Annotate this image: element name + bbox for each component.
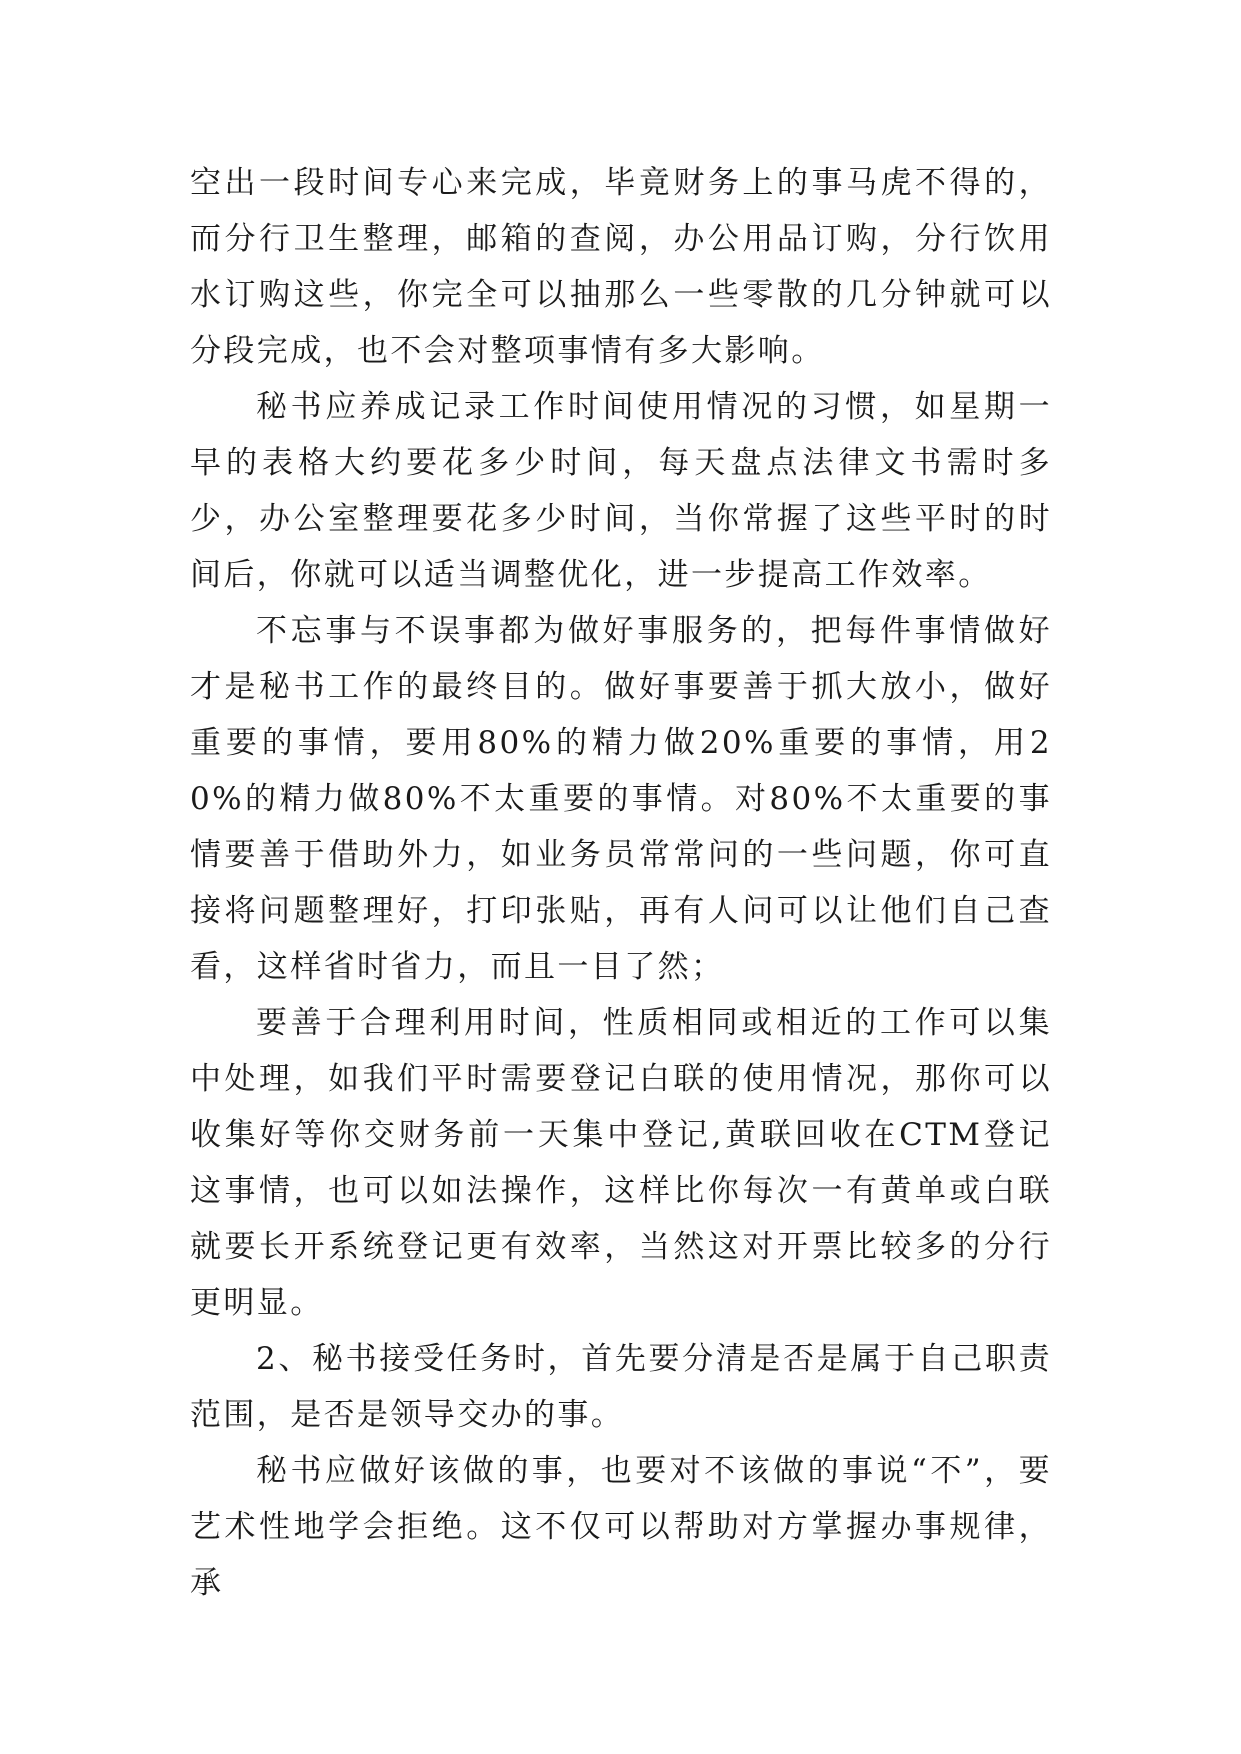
paragraph-4: 要善于合理利用时间，性质相同或相近的工作可以集中处理，如我们平时需要登记白联的使用情况，那你可以收集好等你交财务前一天集中登记,黄联回收在CTM登记这事情，也可以如法操作，这样比你每次一有黄单或白联就要长开系统登记更有效率，当然这对开票比较多的分行更明显。 xyxy=(190,1005,1052,1321)
paragraph-5: 2、秘书接受任务时，首先要分清是否是属于自己职责范围，是否是领导交办的事。 xyxy=(190,1341,1052,1433)
paragraph-2: 秘书应养成记录工作时间使用情况的习惯，如星期一早的表格大约要花多少时间，每天盘点法律文书需时多少，办公室整理要花多少时间，当你常握了这些平时的时间后，你就可以适当调整优化，进一步提高工作效率。 xyxy=(190,389,1052,593)
document-body xyxy=(190,155,1052,1611)
paragraph-3: 不忘事与不误事都为做好事服务的，把每件事情做好才是秘书工作的最终目的。做好事要善于抓大放小，做好重要的事情，要用80%的精力做20%重要的事情，用20%的精力做80%不太重要的事情。对80%不太重要的事情要善于借助外力，如业务员常常问的一些问题，你可直接将问题整理好，打印张贴，再有人问可以让他们自己查看，这样省时省力，而且一目了然； xyxy=(190,613,1052,985)
paragraph-6: 秘书应做好该做的事，也要对不该做的事说“不”，要艺术性地学会拒绝。这不仅可以帮助对方掌握办事规律，承 xyxy=(190,1453,1052,1601)
paragraph-1: 空出一段时间专心来完成，毕竟财务上的事马虎不得的，而分行卫生整理，邮箱的查阅，办公用品订购，分行饮用水订购这些，你完全可以抽那么一些零散的几分钟就可以分段完成，也不会对整项事情有多大影响。 xyxy=(190,165,1052,369)
